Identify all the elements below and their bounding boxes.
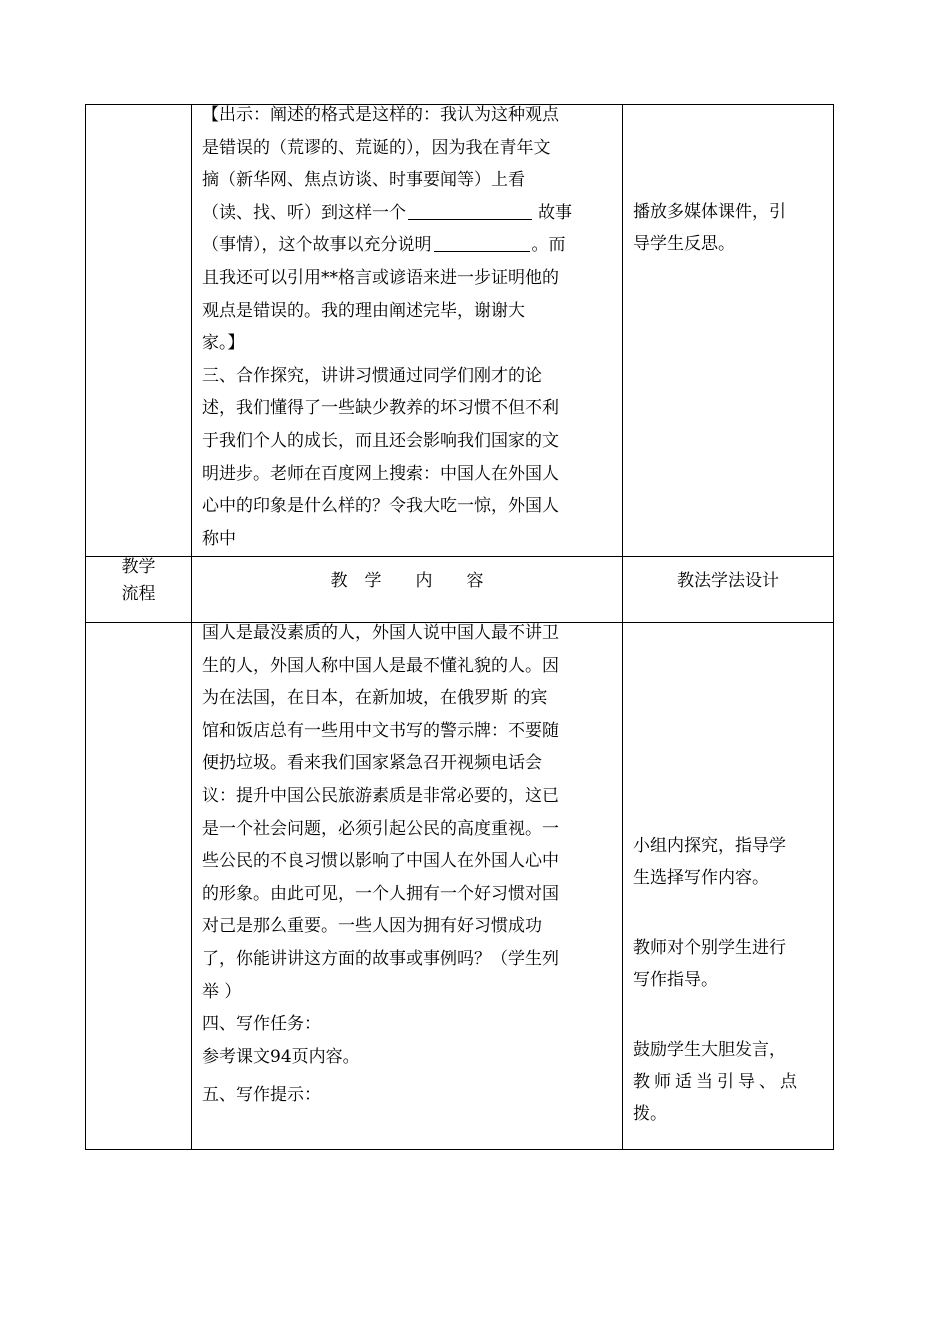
text-fragment: （事情），这个故事以充分说明: [202, 235, 432, 256]
text-line: 生的人，外国人称中国人是最不懂礼貌的人。因: [202, 655, 559, 676]
header-content: 教 学 内 容: [330, 571, 484, 591]
header-method: 教法学法设计: [677, 571, 779, 591]
method-group-2: [633, 932, 828, 996]
text-line: 摘（新华网、焦点访谈、时事要闻等）上看: [202, 170, 525, 191]
text-line: 且我还可以引用**格言或谚语来进一步证明他的: [202, 267, 559, 288]
method-line: 鼓励学生大胆发言，: [633, 1040, 786, 1060]
text-line: 观点是错误的。我的理由阐述完毕，谢谢大: [202, 300, 525, 321]
method-line: 教师适当引导、点: [633, 1072, 801, 1092]
text-line-with-blank: [202, 197, 617, 230]
method-line: 导学生反思。: [633, 234, 735, 254]
text-line: 称中: [202, 528, 236, 549]
text-line: 是一个社会问题，必须引起公民的高度重视。一: [202, 818, 559, 839]
method-group-3: [633, 1034, 828, 1130]
text-line: 些公民的不良习惯以影响了中国人在外国人心中: [202, 851, 559, 872]
header-process-line1: 教学: [121, 557, 156, 577]
method-line: 拨。: [633, 1104, 667, 1124]
text-line: 心中的印象是什么样的？令我大吃一惊，外国人: [202, 496, 559, 517]
row2-content-cell: [202, 617, 617, 1112]
section-heading-writing-task: 四、写作任务：: [202, 1014, 321, 1035]
text-fragment: （读、找、听）到这样一个: [202, 202, 406, 223]
row-divider-header-top: [85, 556, 834, 557]
text-line: 的形象。由此可见，一个人拥有一个好习惯对国: [202, 883, 559, 904]
text-line: 馆和饭店总有一些用中文书写的警示牌：不要随: [202, 720, 559, 741]
text-line: 便扔垃圾。看来我们国家紧急召开视频电话会: [202, 753, 542, 774]
method-group-1: [633, 830, 828, 894]
row1-content-cell: [202, 99, 617, 555]
text-line: 对己是那么重要。一些人因为拥有好习惯成功: [202, 916, 542, 937]
text-line: 【出示：阐述的格式是这样的：我认为这种观点: [202, 105, 559, 125]
text-fragment: 故事: [538, 202, 572, 223]
section-heading-writing-tips: 五、写作提示：: [202, 1085, 321, 1106]
text-line: 举 ）: [202, 981, 242, 1002]
text-line: 是错误的（荒谬的、荒诞的），因为我在青年文: [202, 137, 551, 158]
text-line-with-blank: [202, 229, 617, 262]
method-line: 小组内探究，指导学: [633, 836, 786, 856]
text-line: 了，你能讲讲这方面的故事或事例吗？（学生列: [202, 948, 559, 969]
row2-method-cell: [633, 830, 828, 1130]
text-line: 家。】: [202, 333, 245, 354]
text-line: 国人是最没素质的人，外国人说中国人最不讲卫: [202, 623, 559, 643]
fill-blank: [434, 233, 530, 252]
method-line: 写作指导。: [633, 970, 718, 990]
header-process: [86, 554, 191, 608]
text-line: 于我们个人的成长，而且还会影响我们国家的文: [202, 430, 559, 451]
text-line: 述，我们懂得了一些缺少教养的坏习惯不但不利: [202, 398, 559, 419]
section-heading-cooperative: 三、合作探究，讲讲习惯通过同学们刚才的论: [202, 365, 542, 386]
text-line: 为在法国，在日本，在新加坡，在俄罗斯 的宾: [202, 688, 548, 709]
text-line: 明进步。老师在百度网上搜索：中国人在外国人: [202, 463, 559, 484]
method-line: 播放多媒体课件，引: [633, 202, 786, 222]
column-divider-2: [622, 104, 623, 1150]
text-line: 参考课文94页内容。: [202, 1046, 360, 1067]
fill-blank: [408, 201, 532, 220]
method-line: 生选择写作内容。: [633, 868, 769, 888]
column-divider-1: [191, 104, 192, 1150]
header-process-line2: 流程: [121, 584, 156, 604]
text-fragment: 。而: [531, 235, 566, 256]
row1-method-cell: [633, 196, 828, 260]
text-line: 议：提升中国公民旅游素质是非常必要的，这已: [202, 785, 559, 806]
method-line: 教师对个别学生进行: [633, 938, 786, 958]
